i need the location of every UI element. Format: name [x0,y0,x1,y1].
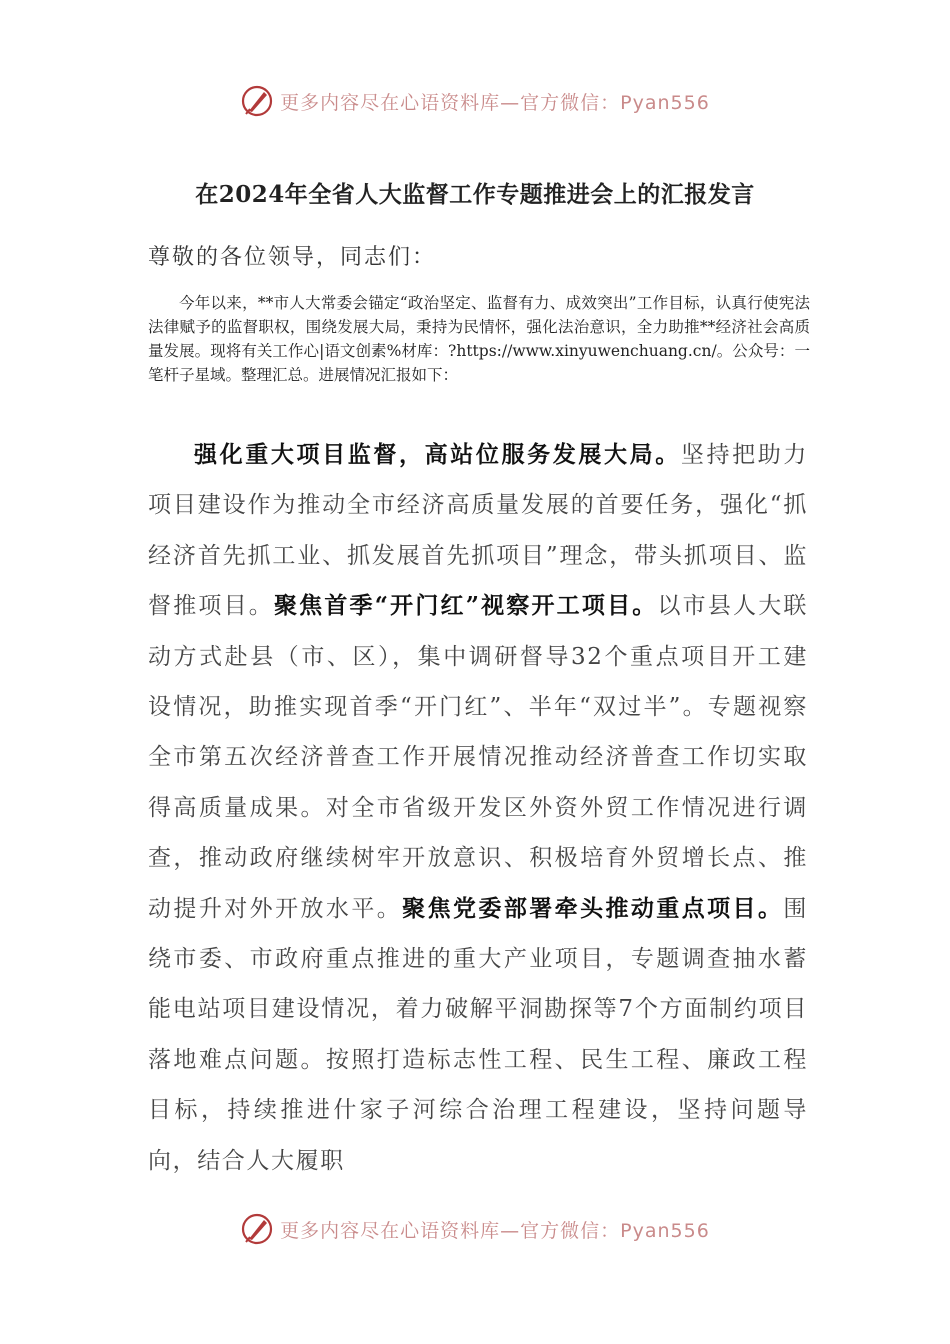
section-heading: 强化重大项目监督，高站位服务发展大局。 [194,441,681,468]
subheading-2: 聚焦党委部署牵头推动重点项目。 [402,894,784,922]
salutation: 尊敬的各位领导，同志们： [148,245,437,270]
intro-paragraph: 今年以来，**市人大常委会锚定“政治坚定、监督有力、成效突出”工作目标，认真行使宪法法律赋予的监督职权，围绕发展大局，秉持为民情怀，强化法治意识，全力助推**经济社会高质量发展。现将有关工作心|语文创素%材库：?https://www.xinyuwenchuang.cn/。公众号：一笔杆子星域。整理汇总。进展情况汇报如下： [148,294,810,384]
quill-logo-icon [240,84,274,118]
section-text-3: 围绕市委、市政府重点推进的重大产业项目，专题调查抽水蓄能电站项目建设情况，着力破解平洞勘探等7个方面制约项目落地难点问题。按照打造标志性工程、民生工程、廉政工程目标，持续推进什家子河综合治理工程建设，坚持问题导向，结合人大履职 [148,895,808,1174]
section-text-2: 以市县人大联动方式赴县（市、区），集中调研督导32个重点项目开工建设情况，助推实现首季“开门红”、半年“双过半”。专题视察全市第五次经济普查工作开展情况推动经济普查工作切实取得高质量成果。对全市省级开发区外资外贸工作情况进行调查，推动政府继续树牢开放意识、积极培育外贸增长点、推动提升对外开放水平。 [148,593,809,922]
section-paragraph [148,430,808,1186]
subheading-1: 聚焦首季“开门红”视察开工项目。 [273,592,658,620]
banner-text: 更多内容尽在心语资料库—官方微信：Pyan556 [280,1219,710,1242]
section-text-1: 坚持把助力项目建设作为推动全市经济高质量发展的首要任务，强化“抓经济首先抓工业、抓发展首先抓项目”理念，带头抓项目、监督推项目。 [148,442,808,620]
footer-banner [0,1212,950,1246]
document-title: 在2024年全省人大监督工作专题推进会上的汇报发言 [195,181,755,208]
quill-logo-icon [240,1212,274,1246]
header-banner [0,84,950,118]
banner-text: 更多内容尽在心语资料库—官方微信：Pyan556 [280,91,710,114]
